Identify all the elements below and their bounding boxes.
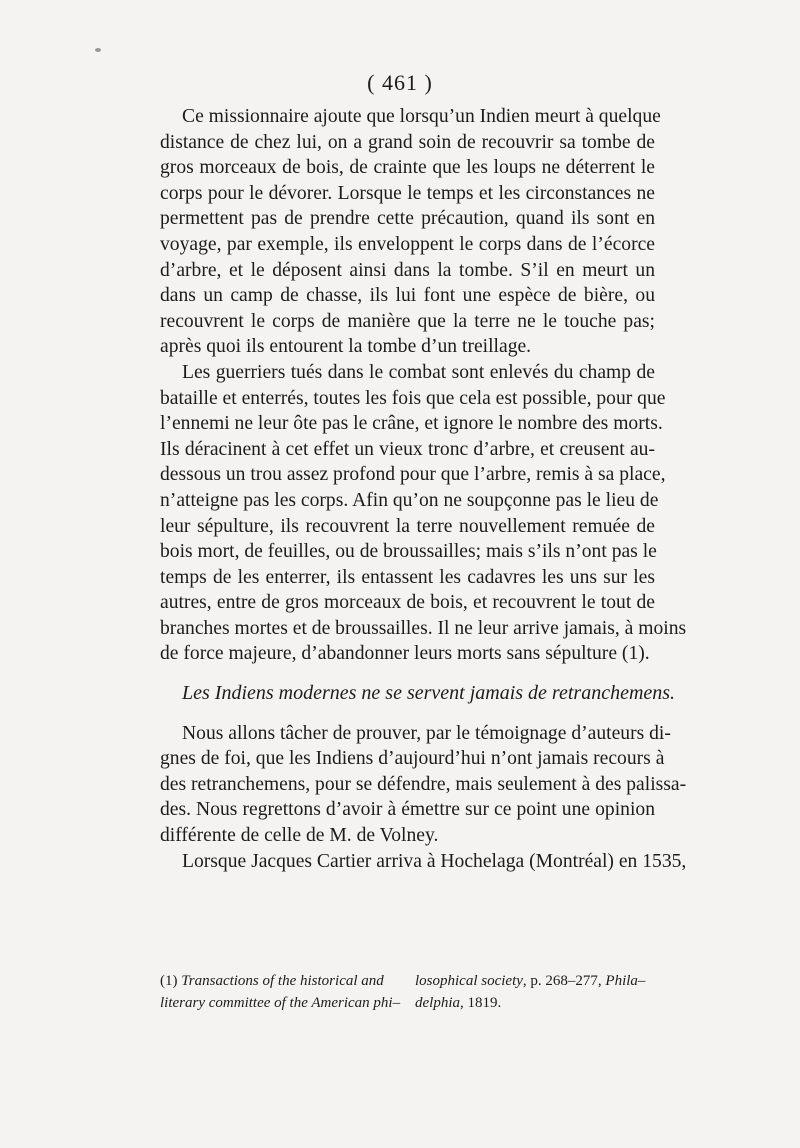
text-line: dessous un trou assez profond pour que l’arbre, remis à sa place, xyxy=(160,464,666,486)
text-line: recouvrent le corps de manière que la terre ne le touche pas; xyxy=(160,310,655,332)
footnote-text: losophical society xyxy=(415,973,523,989)
text-line: des retranchemens, pour se défendre, mais seulement à des palissa- xyxy=(160,773,687,795)
footnote-text: delphia xyxy=(415,995,460,1011)
text-line: distance de chez lui, on a grand soin de recouvrir sa tombe de xyxy=(160,131,655,153)
text-line: bataille et enterrés, toutes les fois que cela est possible, pour que xyxy=(160,387,666,409)
section-heading: Les Indiens modernes ne se servent jamais de retranchemens. xyxy=(182,682,676,705)
text-line: n’atteigne pas les corps. Afin qu’on ne soupçonne pas le lieu de xyxy=(160,489,659,511)
paragraph-2 xyxy=(160,360,687,667)
text-line: de force majeure, d’abandonner leurs morts sans sépulture (1). xyxy=(160,643,650,665)
footnote-line xyxy=(415,992,660,1014)
text-line: dans un camp de chasse, ils lui font une espèce de bière, ou xyxy=(160,285,655,307)
text-line: Nous allons tâcher de prouver, par le témoignage d’auteurs di- xyxy=(182,722,671,744)
footnote-text: Phila– xyxy=(605,973,646,989)
text-line: d’arbre, et le déposent ainsi dans la tombe. S’il en meurt un xyxy=(160,259,655,281)
footnote-right-column xyxy=(415,970,660,1014)
paper-speck xyxy=(95,48,101,52)
footnote-left-column xyxy=(160,970,408,1014)
paragraph-3 xyxy=(160,721,687,849)
text-line: Les guerriers tués dans le combat sont enlevés du champ de xyxy=(182,361,655,383)
footnote-line xyxy=(415,970,660,992)
footnote-line xyxy=(160,970,408,992)
text-line: bois mort, de feuilles, ou de broussailles; mais s’ils n’ont pas le xyxy=(160,541,657,563)
footnote-text: , 1819. xyxy=(460,995,502,1011)
text-line: gnes de foi, que les Indiens d’aujourd’hui n’ont jamais recours à xyxy=(160,748,665,770)
text-line: corps pour le dévorer. Lorsque le temps et les circonstances ne xyxy=(160,182,655,204)
text-line: Ce missionnaire ajoute que lorsqu’un Indien meurt à quelque xyxy=(182,106,661,127)
text-line: différente de celle de M. de Volney. xyxy=(160,825,439,847)
text-line: voyage, par exemple, ils enveloppent le corps dans de l’écorce xyxy=(160,233,655,255)
paragraph-4 xyxy=(160,849,687,875)
body-text xyxy=(160,104,687,874)
page-number: ( 461 ) xyxy=(367,70,433,95)
text-line: l’ennemi ne leur ôte pas le crâne, et ignore le nombre des morts. xyxy=(160,413,663,435)
text-line: après quoi ils entourent la tombe d’un treillage. xyxy=(160,336,532,358)
footnote-text: , p. 268–277, xyxy=(522,973,602,989)
text-line: branches mortes et de broussailles. Il ne leur arrive jamais, à moins xyxy=(160,617,687,639)
text-line: permettent pas de prendre cette précaution, quand ils sont en xyxy=(160,208,655,230)
footnote-line: literary committee of the American phi– xyxy=(160,995,401,1011)
footnote-marker: (1) xyxy=(160,973,178,989)
paragraph-1 xyxy=(160,104,661,360)
text-line: Lorsque Jacques Cartier arriva à Hochelaga (Montréal) en 1535, xyxy=(182,850,687,872)
text-line: temps de les enterrer, ils entassent les cadavres les uns sur les xyxy=(160,566,655,588)
text-line: Ils déracinent à cet effet un vieux tronc d’arbre, et creusent au- xyxy=(160,438,655,460)
text-line: leur sépulture, ils recouvrent la terre nouvellement remuée de xyxy=(160,515,655,537)
footnote-text: Transactions of the historical and xyxy=(181,973,384,989)
text-line: des. Nous regrettons d’avoir à émettre sur ce point une opinion xyxy=(160,799,655,821)
text-line: gros morceaux de bois, de crainte que les loups ne déterrent le xyxy=(160,157,655,179)
text-line: autres, entre de gros morceaux de bois, et recouvrent le tout de xyxy=(160,592,655,614)
